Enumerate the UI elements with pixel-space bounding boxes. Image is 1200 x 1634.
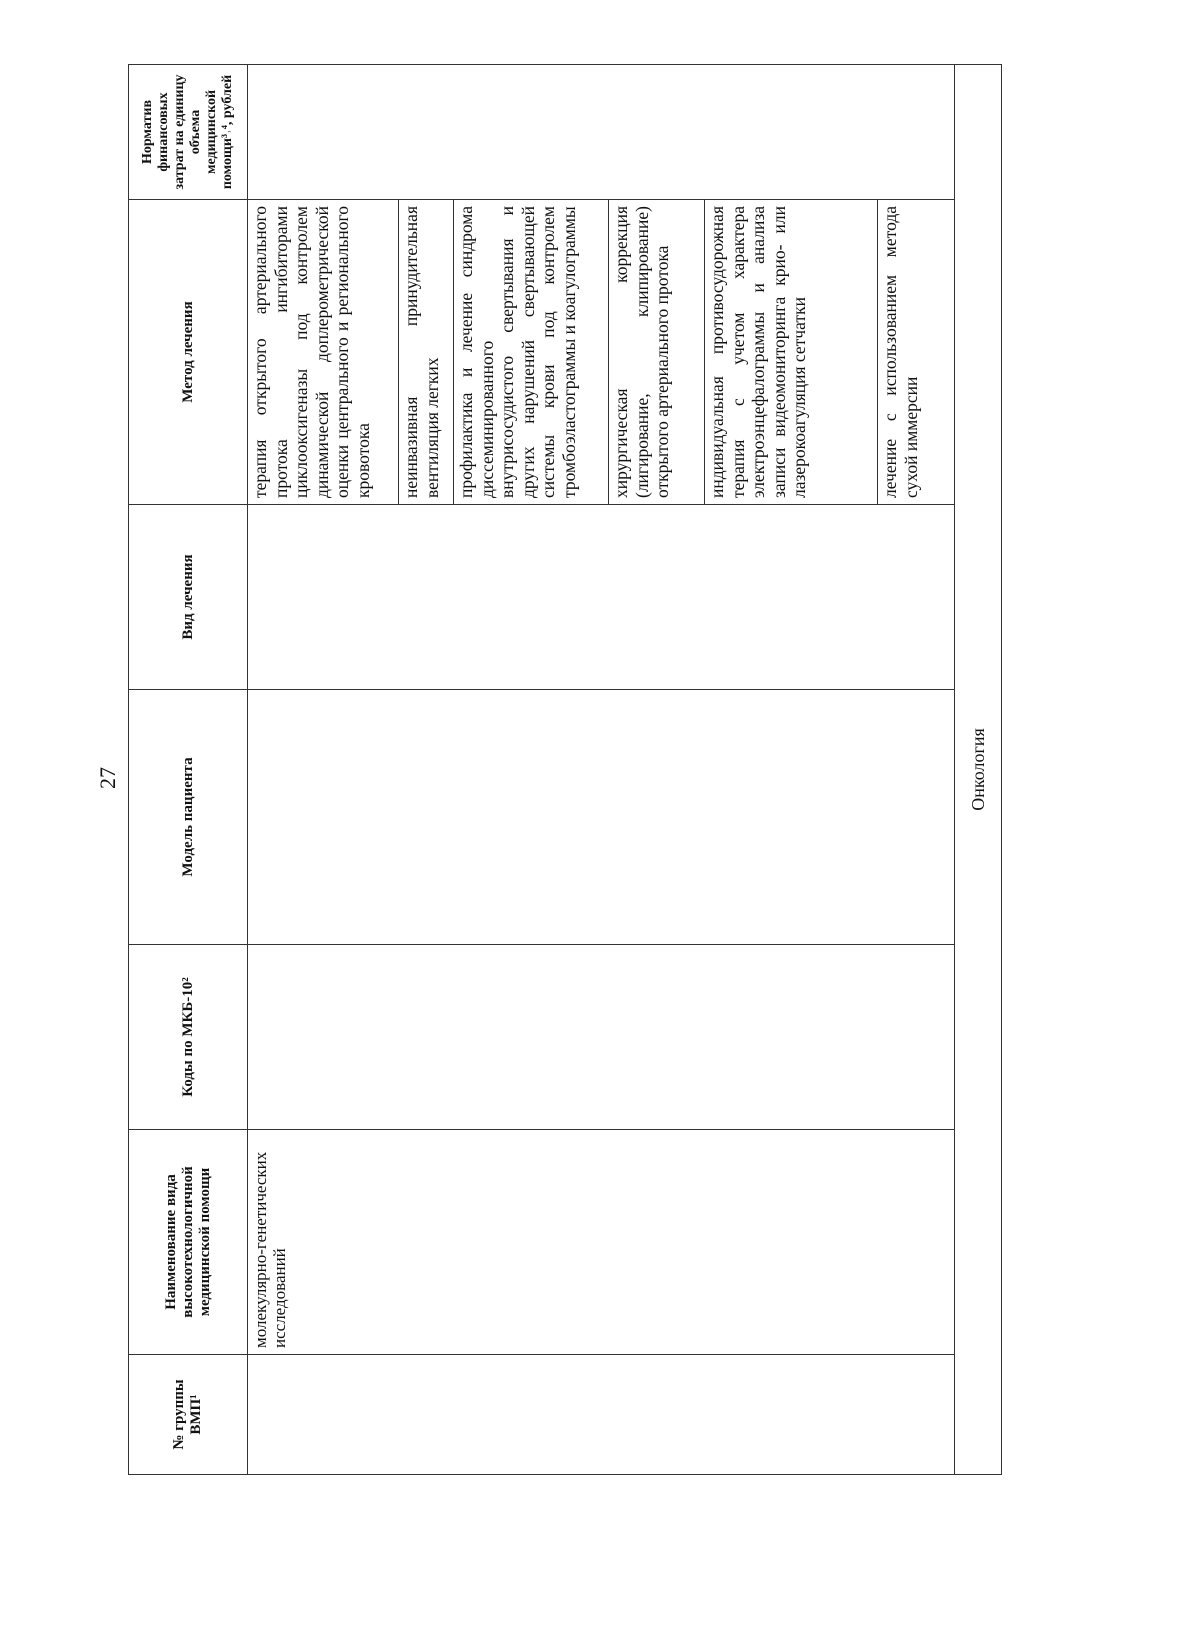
cell-cost-norm xyxy=(248,65,955,200)
rotated-table-sheet xyxy=(128,65,1023,1475)
cell-treatment-methods xyxy=(248,200,955,505)
section-title: Онкология xyxy=(955,65,1002,1475)
method-item: хирургическая коррекция (лигирование, клипирование) открытого артериального протока xyxy=(609,200,705,504)
cell-name: молекулярно-генетических исследований xyxy=(248,1130,955,1355)
method-item: индивидуальная противосудорожная терапия с учетом характера электроэнцефалограммы и анализа записи видеомониторинга крио- или лазерокоагуляция сетчатки xyxy=(705,200,878,504)
method-item: неинвазивная принудительная вентиляция легких xyxy=(399,200,454,504)
header-treatment-method: Метод лечения xyxy=(129,200,248,505)
header-treatment-type: Вид лечения xyxy=(129,505,248,690)
cell-treatment-type xyxy=(248,505,955,690)
vmp-table xyxy=(128,64,1002,1475)
cell-codes xyxy=(248,945,955,1130)
section-row xyxy=(955,65,1002,1475)
method-item: профилактика и лечение синдрома диссеминированного внутрисосудистого свертывания и других нарушений свертывающей системы крови под контролем тромбоэластограммы и коагулограммы xyxy=(454,200,609,504)
method-item: терапия открытого артериального протока ингибиторами циклооксигеназы под контролем динамической доплерометрической оценки центрального и регионального кровотока xyxy=(248,200,399,504)
header-cost-norm: Норматив финансовых затрат на единицу объема медицинской помощи³˒⁴, рублей xyxy=(129,65,248,200)
table-header-row xyxy=(129,65,248,1475)
header-patient-model: Модель пациента xyxy=(129,690,248,945)
page-number: 27 xyxy=(95,767,120,789)
cell-group-no xyxy=(248,1355,955,1475)
header-group-no: № группы ВМП¹ xyxy=(129,1355,248,1475)
cell-patient-model xyxy=(248,690,955,945)
header-codes: Коды по МКБ-10² xyxy=(129,945,248,1130)
method-item: лечение с использованием метода сухой иммерсии xyxy=(880,206,921,498)
table-row xyxy=(248,65,955,1475)
header-name: Наименование вида высокотехнологичной медицинской помощи xyxy=(129,1130,248,1355)
